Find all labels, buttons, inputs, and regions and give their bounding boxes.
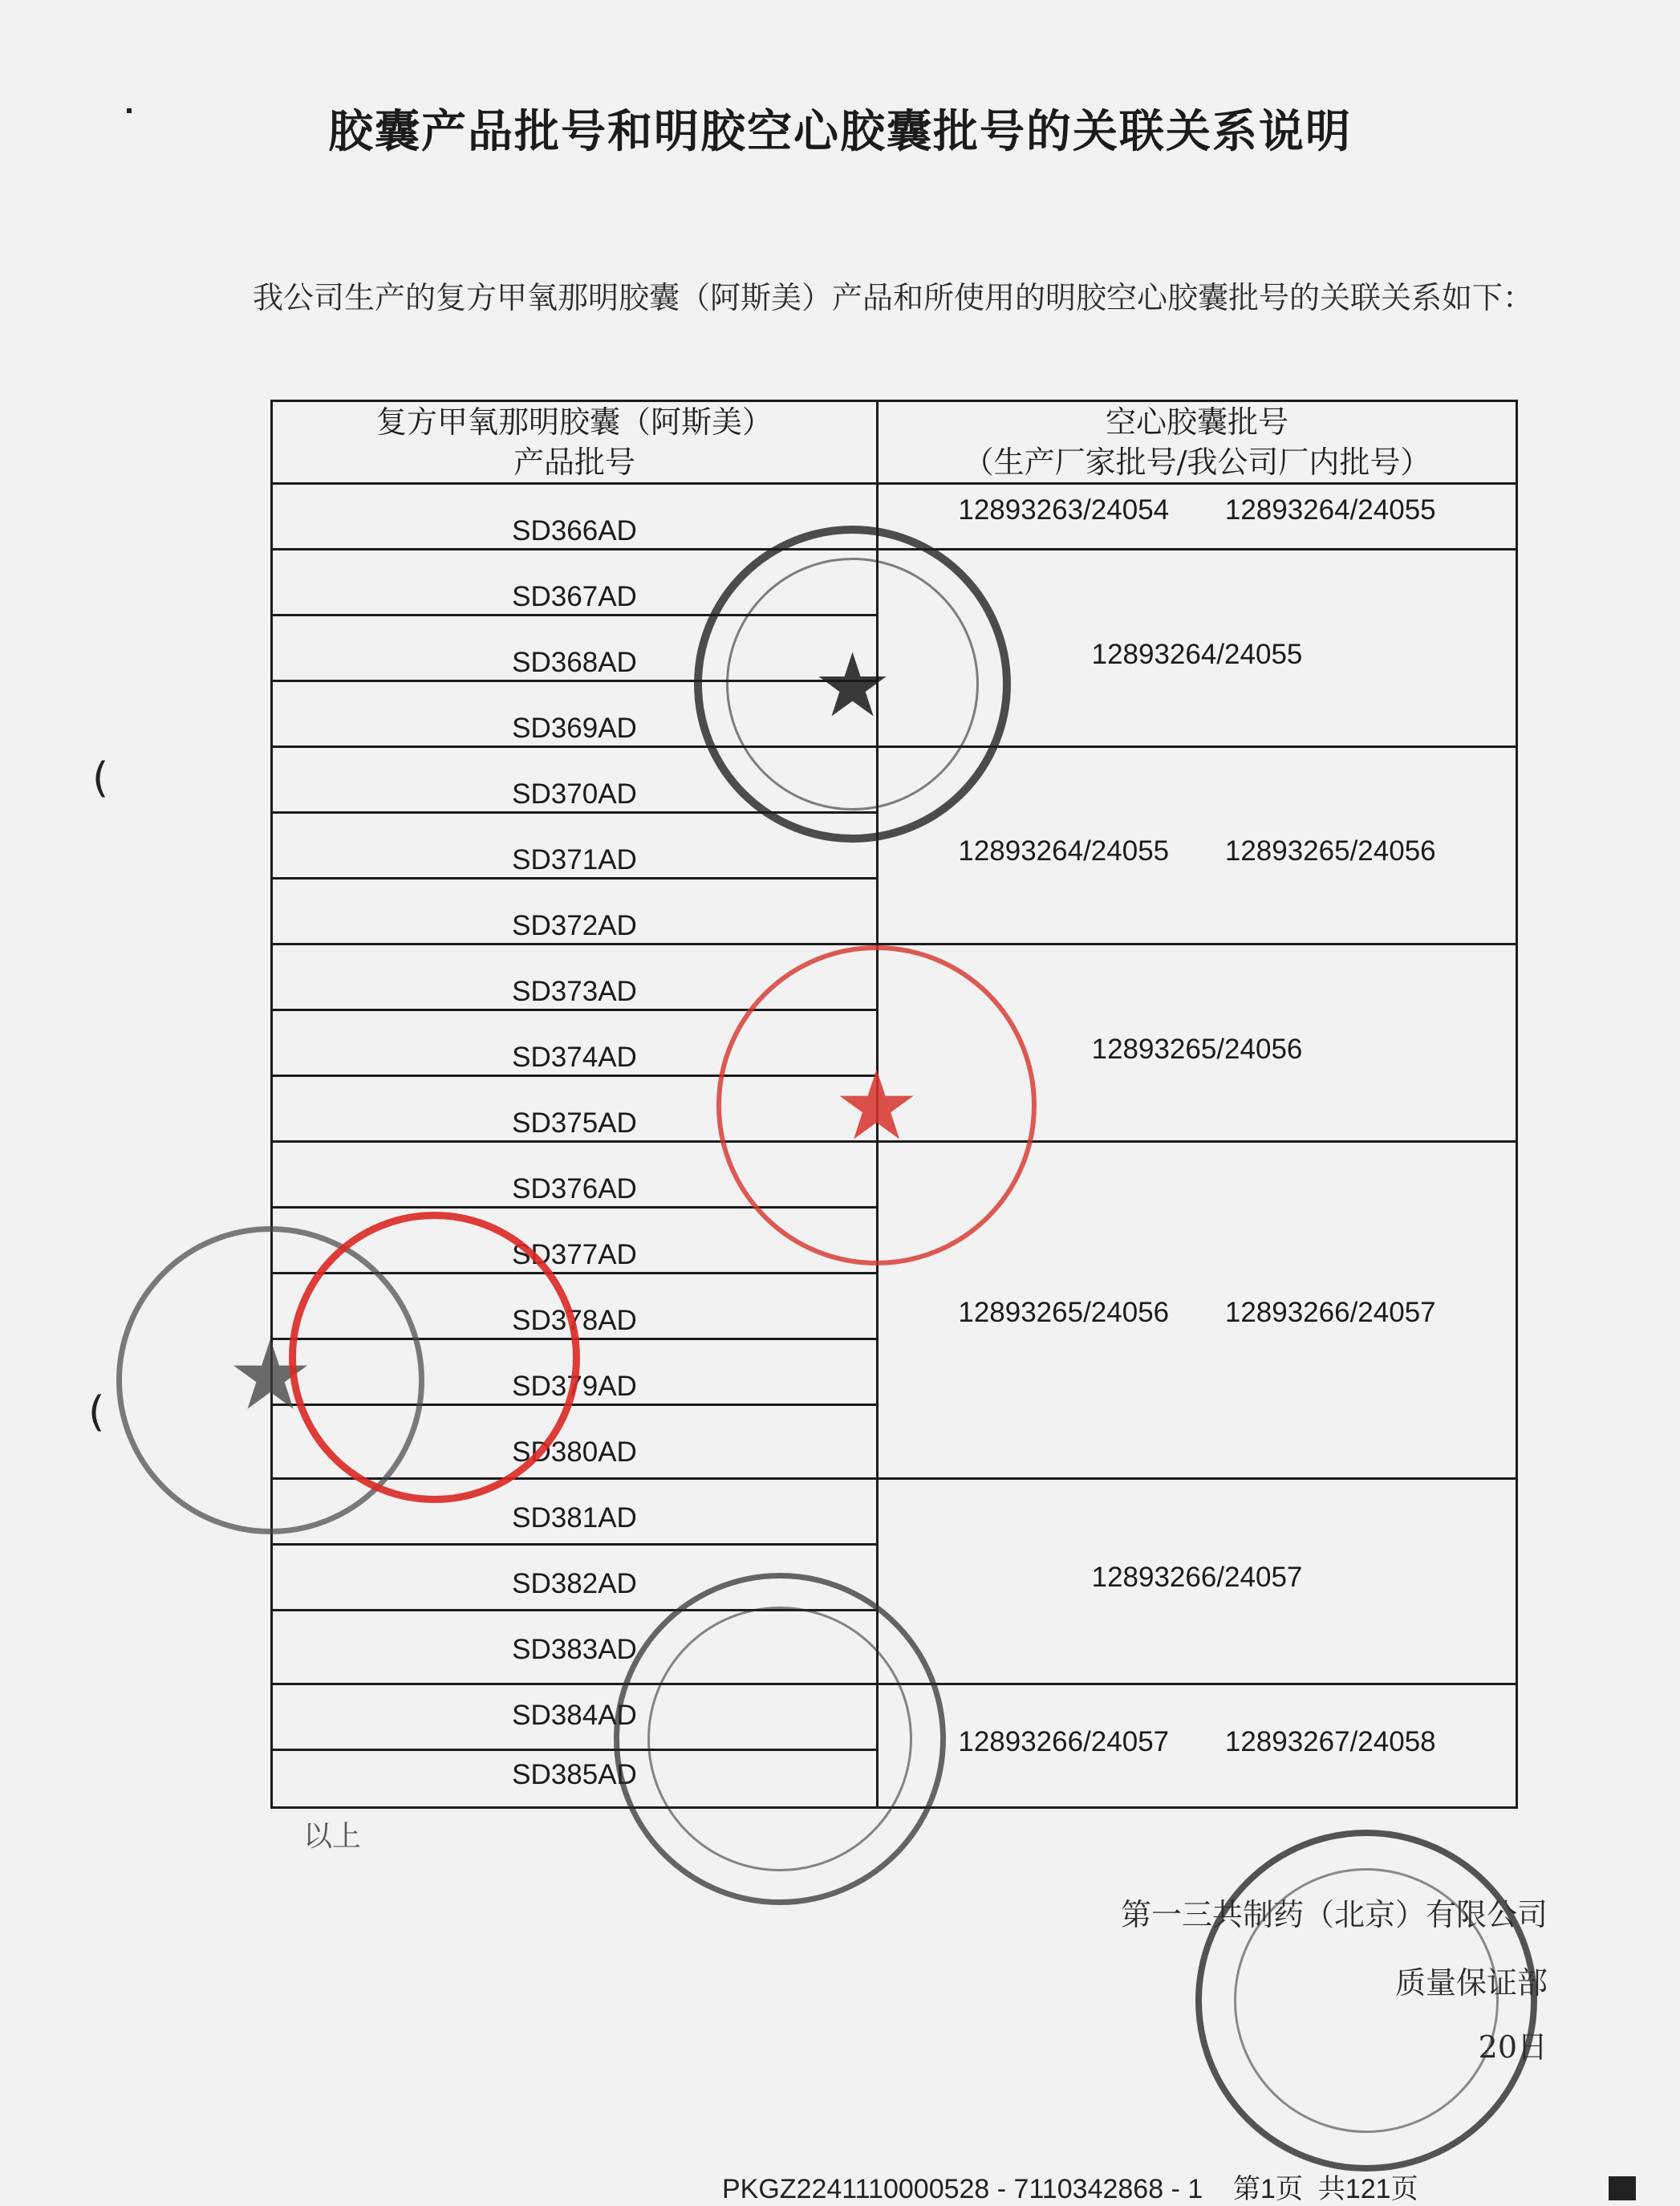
scan-speck xyxy=(127,108,132,113)
capsule-batch-cell: 12893264/24055 12893265/24056 xyxy=(958,835,1436,867)
product-batch-cell: SD368AD xyxy=(512,647,637,678)
product-batch-cell: SD376AD xyxy=(512,1173,637,1205)
product-batch-cell: SD385AD xyxy=(512,1759,637,1790)
red-seal-middle xyxy=(716,945,1037,1266)
product-batch-cell: SD380AD xyxy=(512,1436,637,1468)
product-batch-cell: SD366AD xyxy=(512,515,637,546)
product-batch-cell: SD381AD xyxy=(512,1502,637,1534)
red-seal-quality xyxy=(289,1212,580,1503)
capsule-batch-cell: 12893263/24054 12893264/24055 xyxy=(958,494,1436,526)
capsule-batch-cell: 12893265/24056 12893266/24057 xyxy=(958,1297,1436,1328)
left-header-line2: 产品批号 xyxy=(513,445,635,480)
star-icon: ★ xyxy=(813,634,892,737)
capsule-batch-cell: 12893265/24056 xyxy=(1091,1034,1303,1065)
page-corner-mark xyxy=(1609,2176,1636,2200)
product-batch-cell: SD379AD xyxy=(512,1371,637,1402)
intro-paragraph: 我公司生产的复方甲氧那明胶囊（阿斯美）产品和所使用的明胶空心胶囊批号的关联关系如下： xyxy=(253,280,1534,315)
right-header-line2: （生产厂家批号/我公司厂内批号） xyxy=(963,445,1431,480)
product-batch-cell: SD375AD xyxy=(512,1107,637,1139)
product-batch-cell: SD372AD xyxy=(512,910,637,941)
department-name: 质量保证部 xyxy=(1394,1965,1548,2001)
product-batch-cell: SD374AD xyxy=(512,1042,637,1073)
right-column-header xyxy=(879,402,1516,482)
left-header-line1: 复方甲氧那明胶囊（阿斯美） xyxy=(375,404,773,440)
end-text: 以上 xyxy=(303,1820,362,1853)
binding-mark: ( xyxy=(88,1388,105,1436)
product-batch-cell: SD370AD xyxy=(512,778,637,810)
company-name: 第一三共制药（北京）有限公司 xyxy=(1120,1897,1548,1932)
black-seal-top xyxy=(694,526,1011,843)
gray-seal-bottom xyxy=(614,1573,946,1905)
right-header-line1: 空心胶囊批号 xyxy=(1105,404,1288,440)
signature-date: 20日 xyxy=(1478,2029,1548,2065)
page-footer: PKGZ2241110000528 - 7110342868 - 1 第1页 共121页 xyxy=(722,2174,1418,2204)
product-batch-cell: SD378AD xyxy=(512,1305,637,1336)
product-batch-cell: SD371AD xyxy=(512,844,637,875)
binding-mark: ( xyxy=(92,754,109,802)
document-title: 胶囊产品批号和明胶空心胶囊批号的关联关系说明 xyxy=(328,106,1352,158)
product-batch-cell: SD367AD xyxy=(512,581,637,612)
product-batch-cell: SD373AD xyxy=(512,976,637,1007)
star-icon: ★ xyxy=(833,1050,920,1162)
star-icon: ★ xyxy=(227,1320,314,1432)
capsule-batch-cell: 12893264/24055 xyxy=(1091,639,1303,670)
capsule-batch-cell: 12893266/24057 12893267/24058 xyxy=(958,1726,1436,1757)
product-batch-cell: SD377AD xyxy=(512,1239,637,1270)
product-batch-cell: SD382AD xyxy=(512,1568,637,1599)
product-batch-cell: SD369AD xyxy=(512,713,637,744)
product-batch-cell: SD384AD xyxy=(512,1700,637,1731)
left-column-header xyxy=(273,402,876,482)
row-line xyxy=(273,482,1516,485)
product-batch-cell: SD383AD xyxy=(512,1634,637,1665)
capsule-batch-cell: 12893266/24057 xyxy=(1091,1562,1303,1593)
